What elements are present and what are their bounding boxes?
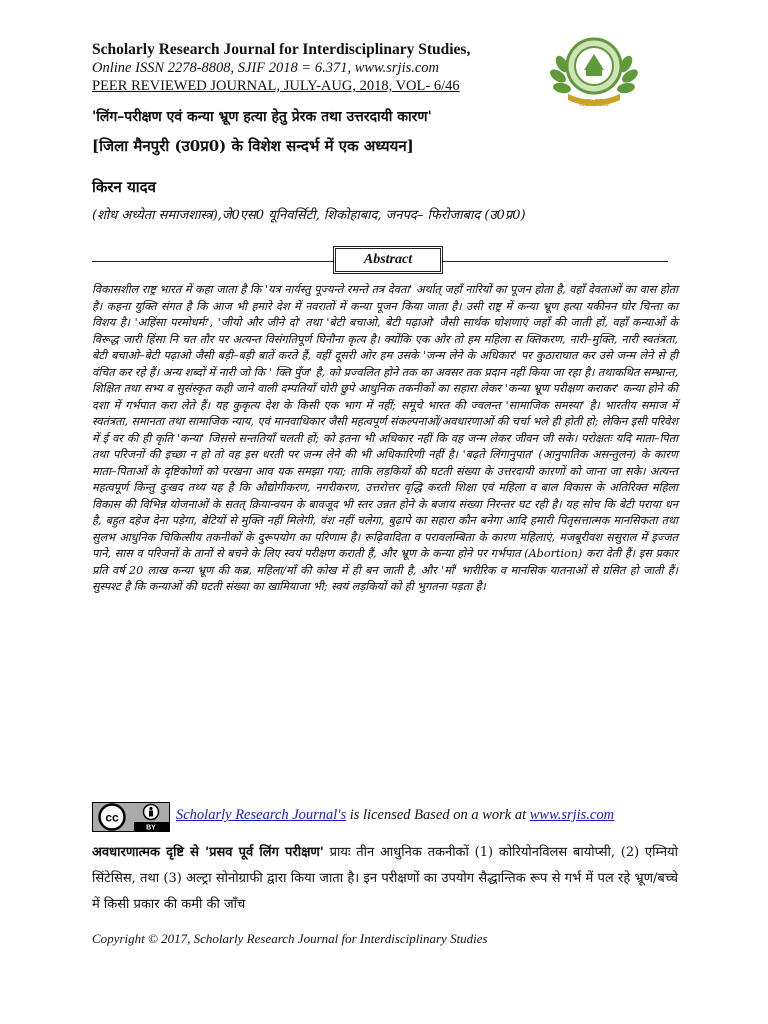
license-text	[176, 805, 614, 825]
srjis-logo	[548, 30, 640, 108]
body-text: प्रायः तीन आधुनिक तकनीकों (1) कोरियोनविलस बायोप्सी, (2) एम्नियो सिंटेसिस, तथा (3) अल्ट्रा सोनोग्राफी द्वारा किया जाता है। इन परीक्षणों का उपयोग सैद्धान्तिक रूप से गर्भ में पल रहे भ्रूण/बच्चे में किसी प्रकार की कमी की जाँच	[92, 845, 678, 912]
abstract-rule-left	[92, 261, 333, 262]
license-middle-text: is licensed Based on a work at	[346, 807, 530, 823]
journal-link[interactable]: Scholarly Research Journal's	[176, 807, 347, 823]
journal-header	[92, 40, 532, 95]
article-title: 'लिंग–परीक्षण एवं कन्या भ्रूण हत्या हेतु प्रेरक तथा उत्तरदायी कारण'	[92, 109, 432, 125]
author-name: किरन यादव	[92, 178, 156, 196]
person-icon	[149, 807, 152, 810]
site-link[interactable]: www.srjis.com	[529, 807, 615, 823]
abstract-text: विकासशील राष्ट्र भारत में कहा जाता है कि 'यत्र नार्यस्तु पूज्यन्ते रमन्ते तत्र देवता' अर्थात् जहाँ नारियों का पूजन होता है, वहाँ देवताओं का वास होता है। कहना युक्ति संगत है कि आज भी हमारे देश में नवरातों में कन्या पूजन किया जाता है। उसी राष्ट्र में कन्या भ्रूण हत्या यकीनन घोर चिन्ता का विशय है। 'अहिंसा परमोधर्मः', 'जीयो और जीने दो' तथा 'बेटी बचाओ, बेटी पढ़ाओ' जैसी सार्थक घोशणाएं जहाँ की जाती हों, वहाँ कन्याओं के विरूद्ध जारी हिंसा नि चत तौर पर अत्यन्त विसंगतिपूर्ण घिनौना कृत्य है। क्योंकि एक ओर तो हम महिला स क्तिकरण, नारी–मुक्ति, नारी स्वतंत्रता, बेटी बचाओ–बेटी पढ़ाओ जैसी बड़ी–बड़ी बातें करते हैं, वहीं दूसरी ओर हम उसके 'जन्म लेने के अधिकार' पर कुठाराघात कर उसे जन्म लेने से ही वंचित कर रहे हैं। अन्य शब्दों में नारी जो कि ' क्ति पुँज' है, को प्रज्वलित होने तक का अवसर तक प्रदान नहीं किया जा रहा है। तथाकथित सम्भ्रान्त, शिक्षित तथा सभ्य व सुसंस्कृत कही जाने वाली दम्पतियाँ चोरी छुपे आधुनिक तकनीकों का सहारा लेकर 'कन्या भ्रूण परीक्षण कराकर' कन्या होने की दशा में गर्भपात करा लेते हैं। यह कुकृत्य देश के किसी एक भाग में नहीं; समूचे भारत की ज्वलन्त 'सामाजिक समस्या' है। भारतीय समाज में स्वतंत्रता, समानता तथा सामाजिक न्याय, एवं मानवाधिकार जैसी महत्वपूर्ण संकल्पनाओं/अवधारणाओं की चर्चा भले ही होती हो; लेकिन इसी परिवेश में ई वर की ही कृति 'कन्या' जिससे सन्ततियाँ चलती हों; को इतना भी अधिकार नहीं कि वह जन्म लेकर जीवन जी सके। परोक्षतः यदि माता–पिता तथा परिजनों की इच्छा न हो तो वह इस धरती पर जन्म लेने की भी अधिकारिणी नहीं है। 'बढ़ते लिंगानुपात' (आनुपातिक असन्तुलन) के कारण माता–पिताओं के दृष्टिकोणों को परखना आव यक समझा गया; ताकि लड़कियों की घटती संख्या के उत्तरदायी कारणों को जाना जा सके। अत्यन्त महत्वपूर्ण किन्तु दुःखद तथ्य यह है कि औद्योगीकरण, नगरीकरण, उत्तरोत्तर वृद्धि करती शिक्षा एवं महिला व बाल विकास के अतिरिक्त महिला विकास की विभिन्न योजनाओं के सतत् क्रियान्वयन के बावजूद भी स्तर उन्नत होने के बजाय संख्या निरन्तर घट रही है। यह सोच कि बेटी पराया धन है, बहुत दहेज देना पड़ेगा, बेटियों से मुक्ति नहीं मिलेगी, वंश नहीं चलेगा, बुढ़ापे का सहारा कौन बनेगा आदि हमारी पितृसत्तात्मक मानसिकता तथा सुलभ आधुनिक चिकित्सीय तकनीकों के दुरूपयोग का परिणाम है। रूढ़िवादिता व परावलम्बिता के कारण महिलाएं, मजबूरीवश ससुराल में इज्जत पाने, सास व परिजनों के तानों से बचने के लिए स्वयं परीक्षण कराती हैं, और भ्रूण के कन्या होने पर गर्भपात (Abortion) करा देती हैं। इस प्रकार प्रति वर्ष 20 लाख कन्या भ्रूण की कब्र, महिला/माँ की कोख में ही बन जाती है, और 'माँ' भारीरिक व मानसिक यातनाओं से ग्रसित हो जाती हैं। सुस्पश्ट है कि कन्याओं की घटती संख्या का खामियाजा भी; स्वयं लड़कियों को ही भुगतना पड़ता है।	[92, 283, 678, 593]
author-affiliation: (शोध अध्येता समाजशास्त्र),जे0एस0 यूनिवर्सिटी, शिकोहाबाद, जनपद– फिरोजाबाद (उ0प्र0)	[92, 208, 526, 223]
body-paragraph	[92, 840, 678, 918]
cc-label: cc	[105, 810, 119, 825]
journal-name: Scholarly Research Journal for Interdisciplinary Studies,	[92, 41, 471, 58]
copyright-footer: Copyright © 2017, Scholarly Research Journal for Interdisciplinary Studies	[92, 931, 488, 946]
license-line	[92, 802, 692, 834]
logo-text: SRJIS	[579, 97, 609, 108]
by-label: BY	[146, 824, 156, 832]
article-subtitle: [जिला मैनपुरी (उ0प्र0) के विशेश सन्दर्भ में एक अध्ययन]	[92, 137, 414, 155]
body-lead: अवधारणात्मक दृष्टि से 'प्रसव पूर्व लिंग परीक्षण'	[92, 845, 324, 860]
journal-issn: Online ISSN 2278-8808, SJIF 2018 = 6.371, www.srjis.com	[92, 60, 440, 76]
journal-peer-review: PEER REVIEWED JOURNAL, JULY-AUG, 2018, VOL- 6/46	[92, 78, 460, 94]
abstract-heading: Abstract	[333, 246, 443, 274]
cc-by-badge	[92, 802, 170, 832]
abstract-rule-right	[443, 261, 668, 262]
